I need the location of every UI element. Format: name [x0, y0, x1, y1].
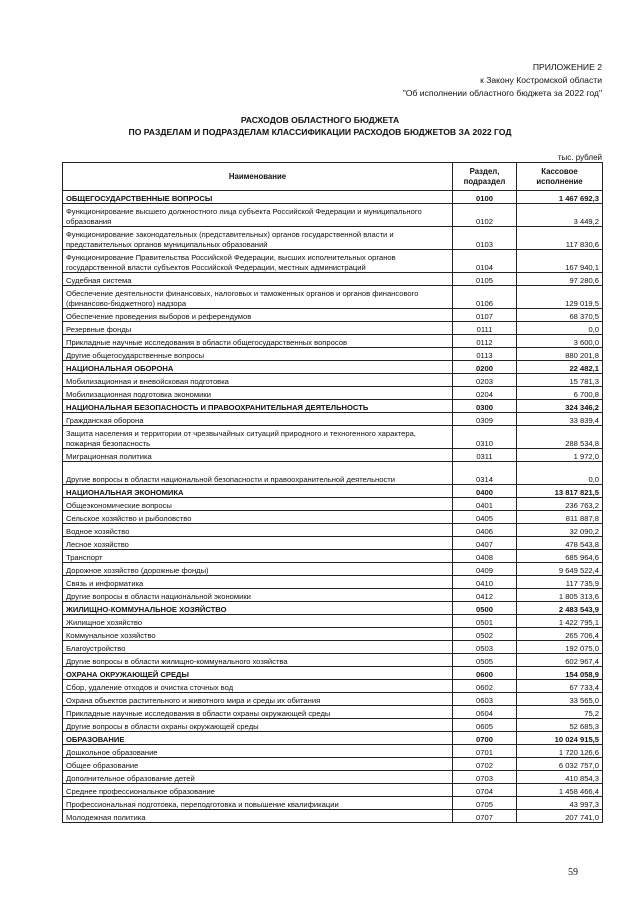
cell-amount: 3 449,2 — [517, 204, 603, 227]
table-row — [63, 771, 603, 784]
cell-name: Жилищное хозяйство — [63, 615, 453, 628]
page-number: 59 — [568, 867, 578, 878]
table-row — [63, 387, 603, 400]
table-row — [63, 286, 603, 309]
cell-name: Водное хозяйство — [63, 524, 453, 537]
cell-amount: 880 201,8 — [517, 348, 603, 361]
cell-code: 0408 — [453, 550, 517, 563]
table-row — [63, 784, 603, 797]
cell-amount: 1 972,0 — [517, 449, 603, 462]
table-row — [63, 537, 603, 550]
cell-name: Общее образование — [63, 758, 453, 771]
cell-code: 0203 — [453, 374, 517, 387]
cell-amount: 97 280,6 — [517, 273, 603, 286]
cell-code: 0104 — [453, 250, 517, 273]
cell-amount: 811 887,8 — [517, 511, 603, 524]
cell-name: Обеспечение проведения выборов и референдумов — [63, 309, 453, 322]
cell-amount: 68 370,5 — [517, 309, 603, 322]
title-line: РАСХОДОВ ОБЛАСТНОГО БЮДЖЕТА — [240, 115, 400, 125]
cell-code: 0502 — [453, 628, 517, 641]
cell-code: 0204 — [453, 387, 517, 400]
cell-code: 0103 — [453, 227, 517, 250]
cell-name: Прикладные научные исследования в области общегосударственных вопросов — [63, 335, 453, 348]
cell-amount: 410 854,3 — [517, 771, 603, 784]
cell-amount: 1 805 313,6 — [517, 589, 603, 602]
table-row — [63, 719, 603, 732]
cell-name: Судебная система — [63, 273, 453, 286]
table-row — [63, 322, 603, 335]
cell-name: Обеспечение деятельности финансовых, налоговых и таможенных органов и органов финансового (финансово-бюджетного) надзора — [63, 286, 453, 309]
cell-code: 0105 — [453, 273, 517, 286]
cell-amount: 1 720 126,6 — [517, 745, 603, 758]
cell-amount: 602 967,4 — [517, 654, 603, 667]
section-row — [63, 361, 603, 374]
cell-code: 0707 — [453, 810, 517, 823]
cell-amount: 236 763,2 — [517, 498, 603, 511]
budget-table — [62, 162, 603, 823]
table-row — [63, 426, 603, 449]
cell-name: НАЦИОНАЛЬНАЯ ОБОРОНА — [63, 361, 453, 374]
cell-code: 0604 — [453, 706, 517, 719]
column-header-amount: Кассовое исполнение — [517, 163, 603, 191]
table-row — [63, 563, 603, 576]
cell-code: 0406 — [453, 524, 517, 537]
cell-name: Дополнительное образование детей — [63, 771, 453, 784]
table-row — [63, 576, 603, 589]
table-row — [63, 462, 603, 485]
cell-name: Сельское хозяйство и рыболовство — [63, 511, 453, 524]
cell-name: Молодежная политика — [63, 810, 453, 823]
cell-name: НАЦИОНАЛЬНАЯ ЭКОНОМИКА — [63, 485, 453, 498]
cell-code: 0700 — [453, 732, 517, 745]
cell-code: 0314 — [453, 462, 517, 485]
cell-name: Прикладные научные исследования в области охраны окружающей среды — [63, 706, 453, 719]
cell-amount: 117 830,6 — [517, 227, 603, 250]
cell-code: 0311 — [453, 449, 517, 462]
cell-name: Защита населения и территории от чрезвычайных ситуаций природного и техногенного характера, пожарная безопасность — [63, 426, 453, 449]
cell-amount: 3 600,0 — [517, 335, 603, 348]
cell-code: 0309 — [453, 413, 517, 426]
section-row — [63, 400, 603, 413]
table-row — [63, 680, 603, 693]
cell-code: 0702 — [453, 758, 517, 771]
table-row — [63, 413, 603, 426]
cell-name: Функционирование законодательных (представительных) органов государственной власти и представительных органов муниципальных образований — [63, 227, 453, 250]
table-row — [63, 227, 603, 250]
cell-code: 0602 — [453, 680, 517, 693]
appendix-line: к Закону Костромской области — [480, 75, 602, 85]
cell-name: Функционирование высшего должностного лица субъекта Российской Федерации и муниципального образования — [63, 204, 453, 227]
cell-amount: 75,2 — [517, 706, 603, 719]
cell-amount: 52 685,3 — [517, 719, 603, 732]
cell-code: 0505 — [453, 654, 517, 667]
cell-amount: 6 700,8 — [517, 387, 603, 400]
cell-name: Среднее профессиональное образование — [63, 784, 453, 797]
cell-code: 0113 — [453, 348, 517, 361]
appendix-note — [403, 61, 602, 100]
table-row — [63, 550, 603, 563]
cell-code: 0102 — [453, 204, 517, 227]
cell-amount: 32 090,2 — [517, 524, 603, 537]
table-row — [63, 654, 603, 667]
section-row — [63, 602, 603, 615]
cell-amount: 33 565,0 — [517, 693, 603, 706]
cell-name: ОБЩЕГОСУДАРСТВЕННЫЕ ВОПРОСЫ — [63, 191, 453, 204]
cell-name: Другие вопросы в области национальной экономики — [63, 589, 453, 602]
cell-name: Другие общегосударственные вопросы — [63, 348, 453, 361]
cell-code: 0409 — [453, 563, 517, 576]
section-row — [63, 732, 603, 745]
table-row — [63, 758, 603, 771]
cell-amount: 478 543,8 — [517, 537, 603, 550]
cell-amount: 22 482,1 — [517, 361, 603, 374]
cell-name: Благоустройство — [63, 641, 453, 654]
cell-code: 0503 — [453, 641, 517, 654]
cell-code: 0200 — [453, 361, 517, 374]
cell-amount: 265 706,4 — [517, 628, 603, 641]
cell-name: Дошкольное образование — [63, 745, 453, 758]
table-header-row — [63, 163, 603, 191]
cell-amount: 154 058,9 — [517, 667, 603, 680]
cell-name: Миграционная политика — [63, 449, 453, 462]
table-row — [63, 374, 603, 387]
cell-code: 0701 — [453, 745, 517, 758]
cell-amount: 67 733,4 — [517, 680, 603, 693]
cell-code: 0112 — [453, 335, 517, 348]
table-row — [63, 693, 603, 706]
cell-amount: 43 997,3 — [517, 797, 603, 810]
cell-amount: 1 467 692,3 — [517, 191, 603, 204]
cell-name: ЖИЛИЩНО-КОММУНАЛЬНОЕ ХОЗЯЙСТВО — [63, 602, 453, 615]
cell-amount: 0,0 — [517, 462, 603, 485]
cell-name: Мобилизационная подготовка экономики — [63, 387, 453, 400]
cell-amount: 207 741,0 — [517, 810, 603, 823]
table-row — [63, 348, 603, 361]
table-row — [63, 615, 603, 628]
cell-amount: 10 024 915,5 — [517, 732, 603, 745]
cell-code: 0603 — [453, 693, 517, 706]
cell-code: 0111 — [453, 322, 517, 335]
cell-code: 0100 — [453, 191, 517, 204]
cell-name: Лесное хозяйство — [63, 537, 453, 550]
cell-amount: 1 422 795,1 — [517, 615, 603, 628]
document-title — [0, 114, 640, 138]
cell-code: 0407 — [453, 537, 517, 550]
cell-code: 0501 — [453, 615, 517, 628]
cell-code: 0500 — [453, 602, 517, 615]
cell-name: Профессиональная подготовка, переподготовка и повышение квалификации — [63, 797, 453, 810]
table-row — [63, 706, 603, 719]
cell-amount: 6 032 757,0 — [517, 758, 603, 771]
cell-name: Охрана объектов растительного и животного мира и среды их обитания — [63, 693, 453, 706]
table-row — [63, 641, 603, 654]
cell-code: 0405 — [453, 511, 517, 524]
cell-code: 0605 — [453, 719, 517, 732]
cell-amount: 324 346,2 — [517, 400, 603, 413]
table-row — [63, 273, 603, 286]
cell-code: 0106 — [453, 286, 517, 309]
table-row — [63, 335, 603, 348]
cell-amount: 13 817 821,5 — [517, 485, 603, 498]
cell-amount: 9 649 522,4 — [517, 563, 603, 576]
cell-code: 0410 — [453, 576, 517, 589]
cell-amount: 288 534,8 — [517, 426, 603, 449]
cell-code: 0703 — [453, 771, 517, 784]
cell-amount: 129 019,5 — [517, 286, 603, 309]
section-row — [63, 667, 603, 680]
column-header-code: Раздел, подраздел — [453, 163, 517, 191]
cell-code: 0600 — [453, 667, 517, 680]
cell-code: 0310 — [453, 426, 517, 449]
cell-code: 0412 — [453, 589, 517, 602]
cell-name: Сбор, удаление отходов и очистка сточных вод — [63, 680, 453, 693]
cell-name: ОХРАНА ОКРУЖАЮЩЕЙ СРЕДЫ — [63, 667, 453, 680]
cell-code: 0400 — [453, 485, 517, 498]
table-row — [63, 250, 603, 273]
cell-amount: 1 458 466,4 — [517, 784, 603, 797]
table-row — [63, 745, 603, 758]
cell-name: Другие вопросы в области охраны окружающей среды — [63, 719, 453, 732]
table-row — [63, 309, 603, 322]
cell-code: 0300 — [453, 400, 517, 413]
cell-name: Гражданская оборона — [63, 413, 453, 426]
table-row — [63, 498, 603, 511]
appendix-line: ПРИЛОЖЕНИЕ 2 — [532, 62, 602, 72]
cell-name: Дорожное хозяйство (дорожные фонды) — [63, 563, 453, 576]
units-label: тыс. рублей — [557, 153, 602, 162]
section-row — [63, 485, 603, 498]
cell-amount: 0,0 — [517, 322, 603, 335]
cell-name: Другие вопросы в области национальной безопасности и правоохранительной деятельности — [63, 462, 453, 485]
table-row — [63, 810, 603, 823]
cell-name: НАЦИОНАЛЬНАЯ БЕЗОПАСНОСТЬ И ПРАВООХРАНИТЕЛЬНАЯ ДЕЯТЕЛЬНОСТЬ — [63, 400, 453, 413]
cell-name: Коммунальное хозяйство — [63, 628, 453, 641]
cell-name: Функционирование Правительства Российской Федерации, высших исполнительных органов государственной власти субъектов Российской Федерации, местных администраций — [63, 250, 453, 273]
cell-code: 0705 — [453, 797, 517, 810]
section-row — [63, 191, 603, 204]
table-row — [63, 204, 603, 227]
cell-code: 0704 — [453, 784, 517, 797]
cell-amount: 2 483 543,9 — [517, 602, 603, 615]
table-row — [63, 449, 603, 462]
table-row — [63, 524, 603, 537]
cell-amount: 15 781,3 — [517, 374, 603, 387]
cell-name: Мобилизационная и вневойсковая подготовка — [63, 374, 453, 387]
cell-name: Связь и информатика — [63, 576, 453, 589]
title-line: ПО РАЗДЕЛАМ И ПОДРАЗДЕЛАМ КЛАССИФИКАЦИИ РАСХОДОВ БЮДЖЕТОВ ЗА 2022 ГОД — [128, 127, 512, 137]
cell-code: 0401 — [453, 498, 517, 511]
table-row — [63, 511, 603, 524]
cell-name: ОБРАЗОВАНИЕ — [63, 732, 453, 745]
cell-amount: 33 839,4 — [517, 413, 603, 426]
cell-name: Общеэкономические вопросы — [63, 498, 453, 511]
appendix-line: "Об исполнении областного бюджета за 2022 год" — [402, 88, 602, 98]
column-header-name: Наименование — [63, 163, 453, 191]
table-row — [63, 797, 603, 810]
cell-name: Другие вопросы в области жилищно-коммунального хозяйства — [63, 654, 453, 667]
cell-code: 0107 — [453, 309, 517, 322]
cell-amount: 167 940,1 — [517, 250, 603, 273]
cell-amount: 192 075,0 — [517, 641, 603, 654]
cell-amount: 685 964,6 — [517, 550, 603, 563]
table-body — [63, 191, 603, 823]
table-row — [63, 628, 603, 641]
cell-name: Транспорт — [63, 550, 453, 563]
cell-amount: 117 735,9 — [517, 576, 603, 589]
table-row — [63, 589, 603, 602]
cell-name: Резервные фонды — [63, 322, 453, 335]
